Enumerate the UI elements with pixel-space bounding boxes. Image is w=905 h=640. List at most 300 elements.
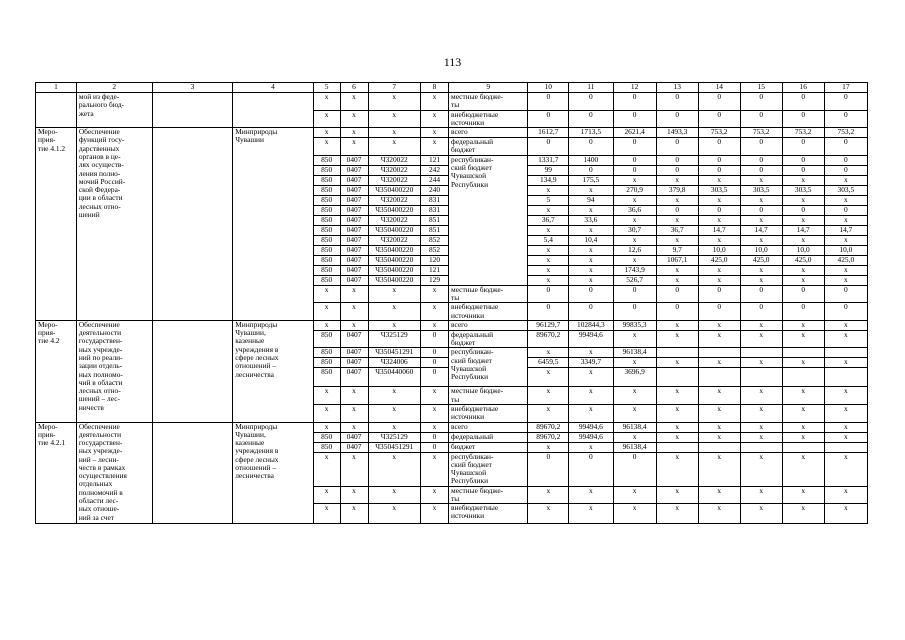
amount-cell: x xyxy=(528,404,569,422)
amount-cell: 0 xyxy=(656,155,698,165)
responsible-executor: Минприроды Чувашии, казенные учреждения в сфере лесных отношений – лесничества xyxy=(233,422,314,524)
amount-cell xyxy=(782,442,824,452)
budget-code: 850 xyxy=(313,175,340,185)
amount-cell: 0 xyxy=(782,303,824,321)
budget-code: 0407 xyxy=(340,330,368,348)
amount-cell: x xyxy=(698,486,740,504)
amount-cell: x xyxy=(569,275,613,285)
budget-code: 850 xyxy=(313,348,340,358)
amount-cell: 0 xyxy=(528,138,569,156)
amount-cell: x xyxy=(613,175,656,185)
amount-cell: 753,2 xyxy=(824,128,867,138)
amount-cell: 0 xyxy=(698,285,740,303)
amount-cell: x xyxy=(782,486,824,504)
amount-cell: x xyxy=(656,275,698,285)
amount-cell: 99494,6 xyxy=(569,422,613,432)
budget-code: Ч325129 xyxy=(368,330,421,348)
budget-code: x xyxy=(313,110,340,128)
amount-cell: 0 xyxy=(656,93,698,111)
amount-cell: x xyxy=(782,422,824,432)
budget-code: 0 xyxy=(421,368,449,387)
budget-code: x xyxy=(340,285,368,303)
amount-cell: x xyxy=(698,275,740,285)
amount-cell: 30,7 xyxy=(613,225,656,235)
amount-cell: 0 xyxy=(613,93,656,111)
amount-cell: 0 xyxy=(656,110,698,128)
budget-code: 0407 xyxy=(340,235,368,245)
budget-code: 850 xyxy=(313,215,340,225)
budget-code: 0407 xyxy=(340,215,368,225)
amount-cell: 99835,3 xyxy=(613,320,656,330)
amount-cell: x xyxy=(656,387,698,405)
amount-cell: 0 xyxy=(569,165,613,175)
amount-cell: 0 xyxy=(824,93,867,111)
budget-code: x xyxy=(368,128,421,138)
amount-cell: x xyxy=(656,504,698,524)
amount-cell: x xyxy=(569,504,613,524)
amount-cell: 303,5 xyxy=(698,185,740,195)
amount-cell: x xyxy=(740,175,782,185)
budget-code: x xyxy=(421,303,449,321)
column-header: 5 xyxy=(313,83,340,93)
column-header: 4 xyxy=(233,83,314,93)
measure-description: Обеспечение деятельности государствен- ных учрежде- ний – лесни- честв в рамках осуществления отдельных полномочий в области лес- ных отноше- ний за счет xyxy=(76,422,152,524)
amount-cell: 0 xyxy=(569,285,613,303)
table-row xyxy=(36,93,868,111)
amount-cell: 0 xyxy=(740,205,782,215)
amount-cell: x xyxy=(740,235,782,245)
amount-cell: x xyxy=(528,255,569,265)
amount-cell: 96129,7 xyxy=(528,320,569,330)
budget-code: 852 xyxy=(421,245,449,255)
budget-code: x xyxy=(421,320,449,330)
budget-code: x xyxy=(340,504,368,524)
budget-code: x xyxy=(340,128,368,138)
budget-code: x xyxy=(340,452,368,486)
amount-cell: x xyxy=(656,330,698,348)
amount-cell: 96138,4 xyxy=(613,422,656,432)
amount-cell: 0 xyxy=(824,165,867,175)
amount-cell: 425,0 xyxy=(740,255,782,265)
amount-cell: 0 xyxy=(824,155,867,165)
budget-code: Ч350400220 xyxy=(368,225,421,235)
amount-cell: x xyxy=(782,235,824,245)
budget-code: Ч350400220 xyxy=(368,245,421,255)
amount-cell xyxy=(656,368,698,387)
page-number: 113 xyxy=(443,55,462,69)
budget-code: x xyxy=(368,387,421,405)
amount-cell: x xyxy=(569,205,613,215)
budget-code: 852 xyxy=(421,235,449,245)
amount-cell: x xyxy=(698,215,740,225)
measure-description: Обеспечение деятельности государствен- ных учрежде- ний по реали- зации отдель- ных полномо- чий в области лесных отно- шений – лес- ничеств xyxy=(76,320,152,422)
amount-cell: 36,7 xyxy=(656,225,698,235)
amount-cell: x xyxy=(656,404,698,422)
amount-cell: x xyxy=(613,330,656,348)
budget-code: 851 xyxy=(421,215,449,225)
amount-cell: 425,0 xyxy=(824,255,867,265)
amount-cell: 0 xyxy=(656,138,698,156)
amount-cell: x xyxy=(824,320,867,330)
amount-cell: x xyxy=(613,255,656,265)
amount-cell: x xyxy=(782,215,824,225)
budget-code: Ч320022 xyxy=(368,215,421,225)
funding-source: внебюджетные источники xyxy=(449,504,528,524)
amount-cell: 10,0 xyxy=(782,245,824,255)
table-row xyxy=(36,128,868,138)
amount-cell: x xyxy=(613,195,656,205)
budget-code: 850 xyxy=(313,235,340,245)
amount-cell: 0 xyxy=(613,285,656,303)
amount-cell: 0 xyxy=(740,110,782,128)
amount-cell: x xyxy=(698,358,740,368)
budget-code: x xyxy=(368,110,421,128)
amount-cell: x xyxy=(569,368,613,387)
amount-cell xyxy=(740,368,782,387)
amount-cell: x xyxy=(740,320,782,330)
amount-cell: x xyxy=(698,422,740,432)
amount-cell: x xyxy=(824,265,867,275)
amount-cell: 0 xyxy=(569,138,613,156)
column-header: 8 xyxy=(421,83,449,93)
amount-cell: x xyxy=(528,185,569,195)
amount-cell: 0 xyxy=(698,110,740,128)
budget-code: 850 xyxy=(313,255,340,265)
budget-code: x xyxy=(340,422,368,432)
budget-code: 831 xyxy=(421,205,449,215)
funding-source: внебюджетные источники xyxy=(449,404,528,422)
budget-code: 831 xyxy=(421,195,449,205)
amount-cell: 0 xyxy=(698,205,740,215)
amount-cell: 0 xyxy=(824,110,867,128)
amount-cell: x xyxy=(824,404,867,422)
budget-code: 850 xyxy=(313,275,340,285)
amount-cell xyxy=(698,368,740,387)
amount-cell: 0 xyxy=(569,93,613,111)
amount-cell: 175,5 xyxy=(569,175,613,185)
budget-code: x xyxy=(368,93,421,111)
amount-cell: x xyxy=(824,235,867,245)
amount-cell: x xyxy=(824,422,867,432)
budget-code: 0407 xyxy=(340,368,368,387)
amount-cell: 0 xyxy=(569,303,613,321)
amount-cell: 14,7 xyxy=(824,225,867,235)
amount-cell: x xyxy=(824,387,867,405)
budget-code: x xyxy=(313,387,340,405)
budget-code: x xyxy=(421,486,449,504)
amount-cell: 5 xyxy=(528,195,569,205)
budget-code: 0407 xyxy=(340,265,368,275)
amount-cell: x xyxy=(698,235,740,245)
table-row xyxy=(36,320,868,330)
amount-cell: x xyxy=(824,358,867,368)
amount-cell: x xyxy=(656,265,698,275)
amount-cell: x xyxy=(528,205,569,215)
amount-cell: 3349,7 xyxy=(569,358,613,368)
amount-cell: 0 xyxy=(656,205,698,215)
amount-cell: 1331,7 xyxy=(528,155,569,165)
amount-cell: x xyxy=(569,265,613,275)
amount-cell: 753,2 xyxy=(698,128,740,138)
funding-source: всего xyxy=(449,422,528,432)
budget-code: 129 xyxy=(421,275,449,285)
measure-col3 xyxy=(152,93,233,128)
budget-code: x xyxy=(340,93,368,111)
budget-code: x xyxy=(421,138,449,156)
budget-code: 850 xyxy=(313,432,340,442)
funding-source: местные бюдже- ты xyxy=(449,285,528,303)
amount-cell: 3696,9 xyxy=(613,368,656,387)
budget-code: 850 xyxy=(313,245,340,255)
funding-source: бюджет xyxy=(449,442,528,452)
amount-cell: x xyxy=(656,215,698,225)
amount-cell: x xyxy=(656,358,698,368)
funding-source: республикан- ский бюджет Чувашской Республики xyxy=(449,452,528,486)
measure-col3 xyxy=(152,320,233,422)
budget-code: 0 xyxy=(421,442,449,452)
amount-cell: 89670,2 xyxy=(528,432,569,442)
amount-cell xyxy=(740,442,782,452)
budget-code: x xyxy=(313,138,340,156)
amount-cell: x xyxy=(569,404,613,422)
budget-code: 0407 xyxy=(340,155,368,165)
amount-cell: x xyxy=(782,432,824,442)
budget-code: 0407 xyxy=(340,195,368,205)
amount-cell: 0 xyxy=(613,110,656,128)
amount-cell: x xyxy=(528,245,569,255)
budget-code: 850 xyxy=(313,185,340,195)
amount-cell: x xyxy=(698,265,740,275)
amount-cell: 270,9 xyxy=(613,185,656,195)
amount-cell: x xyxy=(569,486,613,504)
amount-cell: 99494,6 xyxy=(569,432,613,442)
amount-cell: 33,6 xyxy=(569,215,613,225)
amount-cell: 102844,3 xyxy=(569,320,613,330)
budget-code: x xyxy=(340,110,368,128)
amount-cell: x xyxy=(698,330,740,348)
amount-cell: x xyxy=(613,404,656,422)
budget-code: Ч350400220 xyxy=(368,205,421,215)
amount-cell: 0 xyxy=(528,93,569,111)
amount-cell: x xyxy=(656,486,698,504)
measure-label: Меро- прия- тие 4.2 xyxy=(36,320,77,422)
funding-source: всего xyxy=(449,320,528,330)
budget-code: 0407 xyxy=(340,275,368,285)
budget-code: x xyxy=(421,422,449,432)
amount-cell: x xyxy=(569,348,613,358)
amount-cell: 0 xyxy=(528,110,569,128)
budget-code: Ч324006 xyxy=(368,358,421,368)
amount-cell: x xyxy=(824,195,867,205)
column-header: 3 xyxy=(152,83,233,93)
column-header: 13 xyxy=(656,83,698,93)
amount-cell: x xyxy=(613,358,656,368)
amount-cell: 1743,9 xyxy=(613,265,656,275)
amount-cell: x xyxy=(656,195,698,205)
responsible-executor: Минприроды Чувашии xyxy=(233,128,314,321)
amount-cell: 0 xyxy=(698,303,740,321)
amount-cell: x xyxy=(528,442,569,452)
budget-code: 850 xyxy=(313,195,340,205)
amount-cell xyxy=(824,368,867,387)
amount-cell: x xyxy=(698,175,740,185)
budget-code: 0407 xyxy=(340,442,368,452)
amount-cell: 0 xyxy=(782,110,824,128)
amount-cell: 0 xyxy=(528,303,569,321)
amount-cell: 0 xyxy=(782,93,824,111)
amount-cell: x xyxy=(569,185,613,195)
amount-cell: x xyxy=(740,486,782,504)
amount-cell: x xyxy=(528,275,569,285)
amount-cell: x xyxy=(740,275,782,285)
budget-code: x xyxy=(313,93,340,111)
funding-source: всего xyxy=(449,128,528,138)
budget-code: Ч350400220 xyxy=(368,265,421,275)
budget-code: 0 xyxy=(421,432,449,442)
amount-cell: x xyxy=(528,486,569,504)
amount-cell: 0 xyxy=(824,285,867,303)
amount-cell: 14,7 xyxy=(698,225,740,235)
amount-cell: 0 xyxy=(528,285,569,303)
measure-col3 xyxy=(152,128,233,321)
amount-cell: 1612,7 xyxy=(528,128,569,138)
amount-cell: 0 xyxy=(698,165,740,175)
amount-cell: x xyxy=(740,432,782,442)
amount-cell: x xyxy=(613,432,656,442)
amount-cell: x xyxy=(740,195,782,205)
budget-code: 850 xyxy=(313,155,340,165)
amount-cell xyxy=(824,442,867,452)
amount-cell: x xyxy=(824,215,867,225)
amount-cell: 0 xyxy=(656,303,698,321)
amount-cell xyxy=(824,348,867,358)
table-row xyxy=(36,83,868,93)
amount-cell: 0 xyxy=(569,452,613,486)
budget-code: 850 xyxy=(313,442,340,452)
amount-cell: x xyxy=(656,432,698,442)
budget-code: 120 xyxy=(421,255,449,265)
budget-code: x xyxy=(313,285,340,303)
amount-cell: 96138,4 xyxy=(613,348,656,358)
budget-code: x xyxy=(421,110,449,128)
budget-code: 242 xyxy=(421,165,449,175)
budget-code: 0407 xyxy=(340,358,368,368)
amount-cell: x xyxy=(698,195,740,205)
budget-code: x xyxy=(368,303,421,321)
amount-cell: x xyxy=(698,387,740,405)
budget-code: 0407 xyxy=(340,205,368,215)
amount-cell: 10,0 xyxy=(824,245,867,255)
budget-code: 244 xyxy=(421,175,449,185)
measure-label xyxy=(36,93,77,128)
funding-source: федеральный xyxy=(449,432,528,442)
amount-cell: 9,7 xyxy=(656,245,698,255)
budget-code: Ч350451291 xyxy=(368,348,421,358)
amount-cell: x xyxy=(782,330,824,348)
amount-cell: x xyxy=(528,265,569,275)
budget-code: 0407 xyxy=(340,245,368,255)
budget-code: Ч320022 xyxy=(368,165,421,175)
amount-cell xyxy=(782,368,824,387)
funding-source: местные бюдже- ты xyxy=(449,486,528,504)
budget-code: 0407 xyxy=(340,185,368,195)
amount-cell: 753,2 xyxy=(782,128,824,138)
amount-cell: x xyxy=(782,275,824,285)
amount-cell: 0 xyxy=(613,303,656,321)
amount-cell: x xyxy=(569,255,613,265)
amount-cell: 89670,2 xyxy=(528,422,569,432)
amount-cell: x xyxy=(528,225,569,235)
amount-cell: 0 xyxy=(740,155,782,165)
amount-cell: x xyxy=(740,265,782,275)
amount-cell: 6459,5 xyxy=(528,358,569,368)
amount-cell: x xyxy=(740,215,782,225)
amount-cell: 96138,4 xyxy=(613,442,656,452)
amount-cell: 0 xyxy=(740,285,782,303)
amount-cell: 0 xyxy=(782,155,824,165)
budget-code: 0 xyxy=(421,348,449,358)
budget-code: x xyxy=(368,486,421,504)
amount-cell: 0 xyxy=(782,165,824,175)
budget-code: Ч325129 xyxy=(368,432,421,442)
amount-cell: x xyxy=(613,235,656,245)
budget-code: x xyxy=(313,504,340,524)
funding-source: федеральный бюджет xyxy=(449,330,528,348)
budget-code: x xyxy=(368,404,421,422)
budget-code: 240 xyxy=(421,185,449,195)
amount-cell xyxy=(740,348,782,358)
amount-cell: 0 xyxy=(613,138,656,156)
column-header: 15 xyxy=(740,83,782,93)
budget-code: 850 xyxy=(313,358,340,368)
amount-cell: 36,6 xyxy=(613,205,656,215)
funding-source: внебюджетные источники xyxy=(449,110,528,128)
amount-cell xyxy=(698,348,740,358)
amount-cell: x xyxy=(656,422,698,432)
budget-code: x xyxy=(368,422,421,432)
amount-cell: x xyxy=(613,215,656,225)
table-row xyxy=(36,422,868,432)
measure-description: мой из феде- рального бюд- жета xyxy=(76,93,152,128)
responsible-executor xyxy=(233,93,314,128)
amount-cell: x xyxy=(698,432,740,442)
amount-cell: 0 xyxy=(824,303,867,321)
amount-cell: 0 xyxy=(698,155,740,165)
amount-cell: x xyxy=(740,452,782,486)
column-header: 9 xyxy=(449,83,528,93)
amount-cell: x xyxy=(824,452,867,486)
amount-cell xyxy=(782,348,824,358)
budget-code: Ч320022 xyxy=(368,235,421,245)
amount-cell: x xyxy=(782,358,824,368)
amount-cell: 0 xyxy=(782,205,824,215)
amount-cell: x xyxy=(613,486,656,504)
amount-cell: x xyxy=(740,504,782,524)
amount-cell xyxy=(698,442,740,452)
table-body xyxy=(36,83,868,524)
amount-cell: 2621,4 xyxy=(613,128,656,138)
amount-cell: 753,2 xyxy=(740,128,782,138)
amount-cell: x xyxy=(613,387,656,405)
amount-cell: x xyxy=(824,275,867,285)
budget-code: 0407 xyxy=(340,348,368,358)
budget-code: x xyxy=(313,486,340,504)
funding-source: местные бюдже- ты xyxy=(449,387,528,405)
budget-code: Ч350440060 xyxy=(368,368,421,387)
budget-code: 0407 xyxy=(340,432,368,442)
amount-cell: 12,6 xyxy=(613,245,656,255)
budget-code: x xyxy=(421,285,449,303)
